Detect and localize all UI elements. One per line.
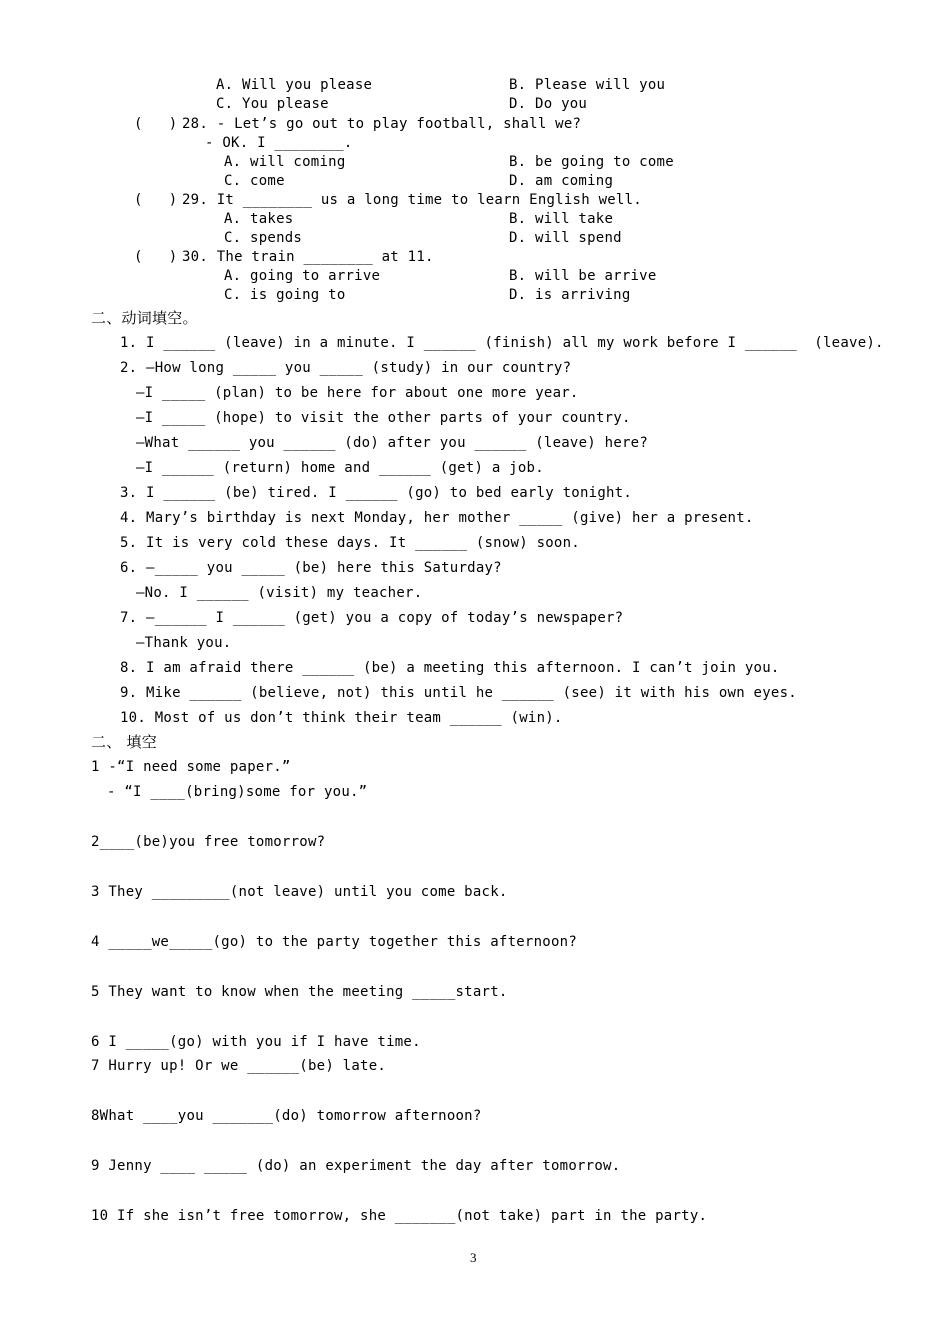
q30-option-d: D. is arriving (509, 287, 631, 303)
verb-line-2-reply-3: —What ______ you ______ (do) after you ______ (leave) here? (136, 435, 649, 451)
q30-option-a: A. going to arrive (224, 268, 381, 284)
fill-line-7: 7 Hurry up! Or we ______(be) late. (91, 1058, 387, 1074)
q29-option-c: C. spends (224, 230, 303, 246)
verb-line-4: 4. Mary’s birthday is next Monday, her mother _____ (give) her a present. (120, 510, 754, 526)
fill-line-1: 1 -“I need some paper.” (91, 759, 291, 775)
verb-line-6-reply: —No. I ______ (visit) my teacher. (136, 585, 423, 601)
fill-line-5: 5 They want to know when the meeting _____start. (91, 984, 508, 1000)
q29-option-a: A. takes (224, 211, 294, 227)
q30-option-b: B. will be arrive (509, 268, 657, 284)
q28-answer-paren: ( ) (134, 116, 178, 132)
q29-answer-paren: ( ) (134, 192, 178, 208)
q29-option-d: D. will spend (509, 230, 622, 246)
q28-option-c: C. come (224, 173, 285, 189)
verb-line-6: 6. —_____ you _____ (be) here this Saturday? (120, 560, 502, 576)
q27-option-d: D. Do you (509, 96, 588, 112)
verb-line-5: 5. It is very cold these days. It ______ (snow) soon. (120, 535, 580, 551)
section-heading-verbs: 二、动词填空。 (91, 309, 198, 327)
fill-line-10: 10 If she isn’t free tomorrow, she _______(not take) part in the party. (91, 1208, 708, 1224)
q28-option-a: A. will coming (224, 154, 346, 170)
verb-line-10: 10. Most of us don’t think their team ______ (win). (120, 710, 563, 726)
q30-answer-paren: ( ) (134, 249, 178, 265)
fill-line-9: 9 Jenny ____ _____ (do) an experiment the day after tomorrow. (91, 1158, 621, 1174)
q30-stem: 30. The train ________ at 11. (182, 249, 434, 265)
verb-line-2-reply-1: —I _____ (plan) to be here for about one more year. (136, 385, 579, 401)
fill-line-1-reply: - “I ____(bring)some for you.” (107, 784, 368, 800)
q27-option-b: B. Please will you (509, 77, 666, 93)
q29-stem: 29. It ________ us a long time to learn English well. (182, 192, 642, 208)
q28-reply: - OK. I ________. (205, 135, 353, 151)
fill-line-8: 8What ____you _______(do) tomorrow afternoon? (91, 1108, 482, 1124)
q27-option-a: A. Will you please (216, 77, 373, 93)
q27-option-c: C. You please (216, 96, 329, 112)
verb-line-2: 2. —How long _____ you _____ (study) in our country? (120, 360, 572, 376)
verb-line-2-reply-2: —I _____ (hope) to visit the other parts of your country. (136, 410, 631, 426)
q29-option-b: B. will take (509, 211, 614, 227)
q28-stem: 28. - Let’s go out to play football, shall we? (182, 116, 582, 132)
q30-option-c: C. is going to (224, 287, 346, 303)
fill-line-4: 4 _____we_____(go) to the party together this afternoon? (91, 934, 578, 950)
q28-option-d: D. am coming (509, 173, 614, 189)
verb-line-1: 1. I ______ (leave) in a minute. I ______ (finish) all my work before I ______ (leave). (120, 335, 884, 351)
verb-line-9: 9. Mike ______ (believe, not) this until he ______ (see) it with his own eyes. (120, 685, 797, 701)
fill-line-3: 3 They _________(not leave) until you come back. (91, 884, 508, 900)
verb-line-8: 8. I am afraid there ______ (be) a meeting this afternoon. I can’t join you. (120, 660, 780, 676)
fill-line-2: 2____(be)you free tomorrow? (91, 834, 326, 850)
verb-line-2-reply-4: —I ______ (return) home and ______ (get) a job. (136, 460, 544, 476)
verb-line-3: 3. I ______ (be) tired. I ______ (go) to bed early tonight. (120, 485, 633, 501)
page-number: 3 (470, 1250, 477, 1265)
verb-line-7: 7. —______ I ______ (get) you a copy of today’s newspaper? (120, 610, 624, 626)
verb-line-7-reply: —Thank you. (136, 635, 232, 651)
fill-line-6: 6 I _____(go) with you if I have time. (91, 1034, 421, 1050)
q28-option-b: B. be going to come (509, 154, 674, 170)
section-heading-fill: 二、 填空 (91, 733, 158, 751)
